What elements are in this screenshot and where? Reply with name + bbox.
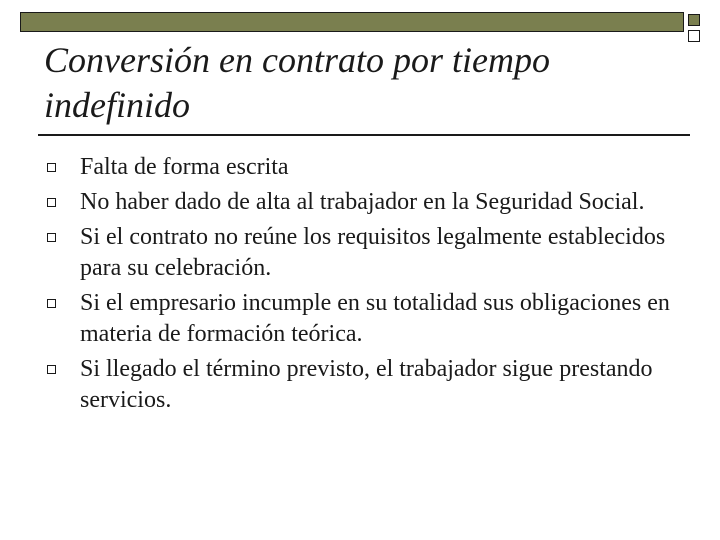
square-outline-bullet-icon <box>47 233 56 242</box>
slide-title: Conversión en contrato por tiempo indefinido <box>44 40 550 125</box>
bullet-item <box>44 354 684 416</box>
bullet-text: Si llegado el término previsto, el trabajador sigue prestando servicios. <box>80 356 653 413</box>
corner-square-icon <box>688 14 700 26</box>
bullet-item <box>44 288 684 350</box>
bullet-text: Falta de forma escrita <box>80 154 289 180</box>
bullet-text: Si el empresario incumple en su totalidad sus obligaciones en materia de formación teórica. <box>80 290 670 347</box>
bullet-item <box>44 222 684 284</box>
title-divider <box>38 134 690 136</box>
bullet-item <box>44 187 684 218</box>
square-outline-bullet-icon <box>47 163 56 172</box>
top-accent-bar <box>20 12 684 32</box>
corner-square-outline-icon <box>688 30 700 42</box>
bullet-text: Si el contrato no reúne los requisitos legalmente establecidos para su celebración. <box>80 224 666 281</box>
square-outline-bullet-icon <box>47 299 56 308</box>
bullet-item <box>44 152 684 183</box>
square-outline-bullet-icon <box>47 198 56 207</box>
bullet-list <box>44 152 684 420</box>
bullet-text: No haber dado de alta al trabajador en la Seguridad Social. <box>80 189 645 215</box>
square-outline-bullet-icon <box>47 365 56 374</box>
